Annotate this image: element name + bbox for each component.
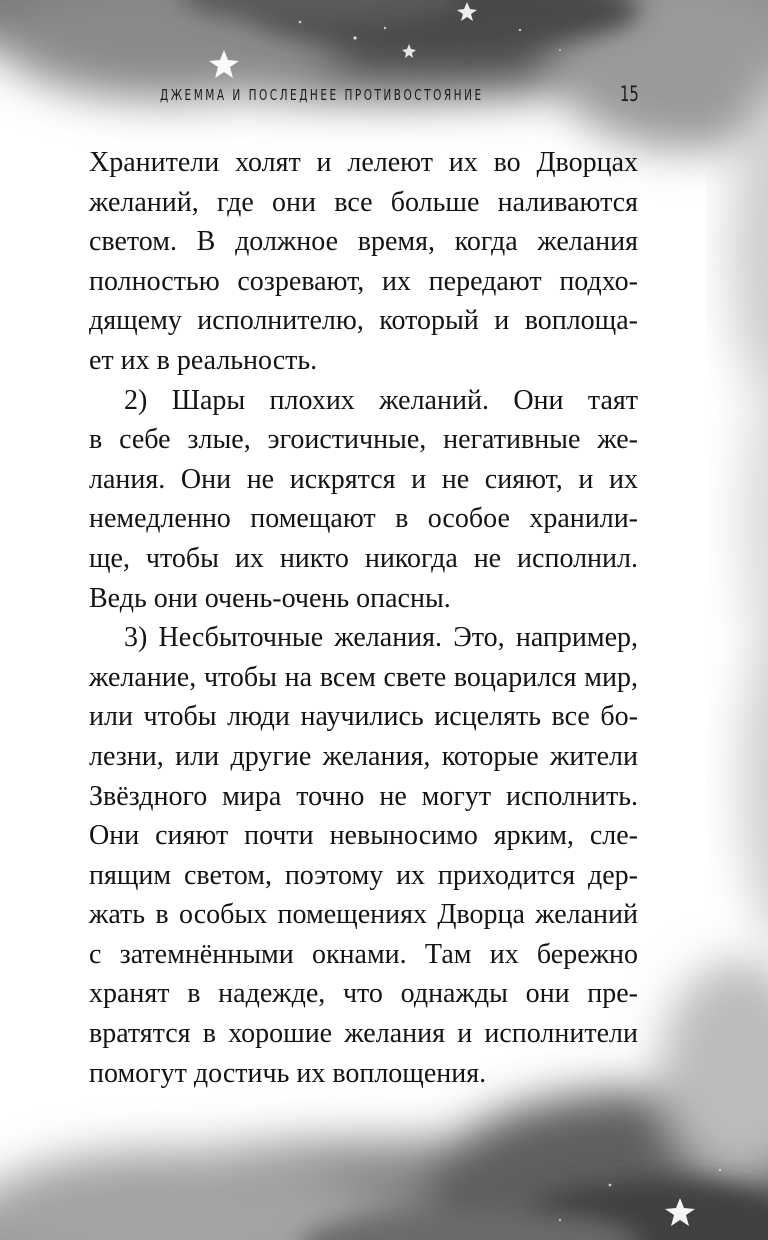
text-line: помогут достичь их воплощения. [89, 1057, 487, 1089]
paragraph-3 [89, 618, 638, 1093]
text-line: ет их в реальность. [89, 344, 318, 376]
star-icon [719, 1169, 721, 1171]
text-line: Звёздного мира точно не могут исполнить. [89, 780, 638, 812]
paragraph-1 [89, 143, 638, 381]
text-line: немедленно помещают в особое хранили- [89, 503, 638, 535]
body-text [89, 143, 638, 1093]
text-line: в себе злые, эгоистичные, негативные же- [89, 424, 638, 456]
text-line: пящим светом, поэтому их приходится дер- [89, 859, 638, 891]
text-line: лания. Они не искрятся и не сияют, и их [89, 463, 638, 495]
star-icon [559, 49, 561, 51]
text-line: дящему исполнителю, который и воплоща- [89, 305, 638, 337]
running-title: ДЖЕММА И ПОСЛЕДНЕЕ ПРОТИВОСТОЯНИЕ [160, 86, 484, 104]
star-icon [519, 29, 521, 31]
text-line: Они сияют почти невыносимо ярким, сле- [89, 820, 638, 852]
text-line: Хранители холят и лелеют их во Дворцах [89, 147, 638, 178]
text-line: желание, чтобы на всем свете воцарился мир, [89, 661, 638, 693]
star-icon [299, 21, 302, 24]
text-line: хранят в надежде, что однажды они пре- [89, 978, 638, 1010]
text-line: 2) Шары плохих желаний. Они таят [124, 384, 638, 416]
text-line: Ведь они очень-очень опасны. [89, 582, 451, 614]
text-line: вратятся в хорошие желания и исполнители [89, 1018, 638, 1050]
star-icon [559, 1219, 561, 1221]
text-line: желаний, где они все больше наливаются [89, 186, 638, 218]
text-line: или чтобы люди научились исцелять все бо- [89, 701, 638, 733]
text-line: с затемнёнными окнами. Там их бережно [89, 938, 638, 970]
page-number: 15 [620, 82, 639, 106]
text-line: полностью созревают, их передают подхо- [89, 265, 638, 297]
star-icon [609, 1184, 612, 1187]
text-line: лезни, или другие желания, которые жители [89, 740, 638, 772]
star-icon [384, 27, 386, 29]
right-haze [730, 70, 768, 950]
text-line: ще, чтобы их никто никогда не исполнил. [89, 542, 638, 574]
star-icon [353, 36, 356, 39]
text-line: жать в особых помещениях Дворца желаний [89, 899, 638, 931]
text-line: светом. В должное время, когда желания [89, 226, 638, 258]
paragraph-2 [89, 381, 638, 619]
text-line: 3) Несбыточные желания. Это, например, [124, 622, 638, 654]
